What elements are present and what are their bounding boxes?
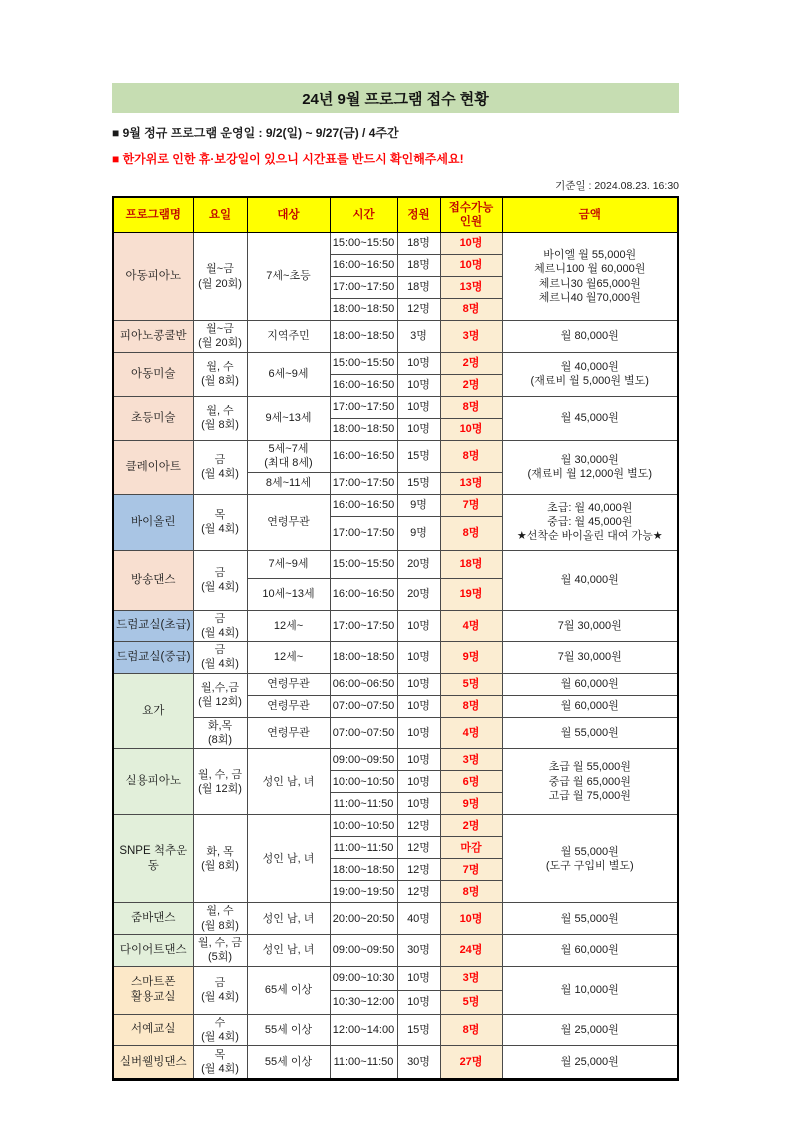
capacity-cell: 9명 (397, 516, 440, 550)
capacity-cell: 10명 (397, 717, 440, 749)
available-count-cell: 4명 (440, 610, 502, 642)
available-count-cell: 8명 (440, 695, 502, 717)
time-cell: 16:00~16:50 (330, 255, 397, 277)
available-count-cell: 3명 (440, 966, 502, 990)
time-cell: 15:00~15:50 (330, 352, 397, 374)
time-cell: 10:00~10:50 (330, 815, 397, 837)
time-cell: 20:00~20:50 (330, 903, 397, 935)
day-cell: 수 (월 4회) (193, 1014, 247, 1046)
price-cell: 월 10,000원 (502, 966, 678, 1014)
table-row (113, 749, 678, 771)
time-cell: 07:00~07:50 (330, 717, 397, 749)
day-cell: 목 (월 4회) (193, 494, 247, 550)
day-cell: 월, 수, 금 (월 12회) (193, 749, 247, 815)
capacity-cell: 10명 (397, 695, 440, 717)
price-cell: 월 40,000원 (502, 550, 678, 610)
available-count-cell: 10명 (440, 903, 502, 935)
time-cell: 07:00~07:50 (330, 695, 397, 717)
target-cell: 7세~초등 (247, 233, 330, 321)
time-cell: 16:00~16:50 (330, 440, 397, 472)
day-cell: 월~금 (월 20회) (193, 233, 247, 321)
available-count-cell: 10명 (440, 418, 502, 440)
time-cell: 17:00~17:50 (330, 472, 397, 494)
time-cell: 10:00~10:50 (330, 771, 397, 793)
capacity-cell: 12명 (397, 881, 440, 903)
target-cell: 성인 남, 녀 (247, 934, 330, 966)
day-cell: 금 (월 4회) (193, 966, 247, 1014)
capacity-cell: 10명 (397, 610, 440, 642)
reference-date: 기준일 : 2024.08.23. 16:30 (555, 180, 679, 192)
time-cell: 17:00~17:50 (330, 277, 397, 299)
target-cell: 5세~7세 (최대 8세) (247, 440, 330, 472)
column-header: 프로그램명 (113, 197, 193, 233)
day-cell: 금 (월 4회) (193, 550, 247, 610)
time-cell: 15:00~15:50 (330, 550, 397, 578)
table-row (113, 610, 678, 642)
price-cell: 7월 30,000원 (502, 610, 678, 642)
time-cell: 18:00~18:50 (330, 642, 397, 674)
target-cell: 9세~13세 (247, 396, 330, 440)
price-cell: 월 55,000원 (502, 903, 678, 935)
program-name-cell: 실버웰빙댄스 (113, 1046, 193, 1080)
program-name-cell: 드럼교실(중급) (113, 642, 193, 674)
available-count-cell: 18명 (440, 550, 502, 578)
capacity-cell: 20명 (397, 578, 440, 610)
table-row (113, 642, 678, 674)
price-cell: 월 30,000원 (재료비 월 12,000원 별도) (502, 440, 678, 494)
time-cell: 12:00~14:00 (330, 1014, 397, 1046)
price-cell: 월 25,000원 (502, 1014, 678, 1046)
available-count-cell: 마감 (440, 837, 502, 859)
day-cell: 화,목 (8회) (193, 717, 247, 749)
target-cell: 연령무관 (247, 717, 330, 749)
available-count-cell: 13명 (440, 472, 502, 494)
time-cell: 11:00~11:50 (330, 793, 397, 815)
program-name-cell: 서예교실 (113, 1014, 193, 1046)
capacity-cell: 18명 (397, 255, 440, 277)
time-cell: 11:00~11:50 (330, 837, 397, 859)
available-count-cell: 8명 (440, 299, 502, 321)
capacity-cell: 12명 (397, 815, 440, 837)
time-cell: 16:00~16:50 (330, 494, 397, 516)
program-name-cell: 줌바댄스 (113, 903, 193, 935)
program-name-cell: 클레이아트 (113, 440, 193, 494)
capacity-cell: 10명 (397, 771, 440, 793)
available-count-cell: 7명 (440, 859, 502, 881)
capacity-cell: 10명 (397, 793, 440, 815)
available-count-cell: 9명 (440, 793, 502, 815)
capacity-cell: 10명 (397, 418, 440, 440)
capacity-cell: 9명 (397, 494, 440, 516)
capacity-cell: 10명 (397, 673, 440, 695)
price-cell: 월 60,000원 (502, 695, 678, 717)
time-cell: 18:00~18:50 (330, 299, 397, 321)
available-count-cell: 8명 (440, 881, 502, 903)
capacity-cell: 10명 (397, 374, 440, 396)
capacity-cell: 10명 (397, 966, 440, 990)
target-cell: 성인 남, 녀 (247, 749, 330, 815)
target-cell: 성인 남, 녀 (247, 815, 330, 903)
available-count-cell: 8명 (440, 396, 502, 418)
day-cell: 월, 수, 금 (5회) (193, 934, 247, 966)
header-row (113, 197, 678, 233)
capacity-cell: 10명 (397, 352, 440, 374)
target-cell: 65세 이상 (247, 966, 330, 1014)
time-cell: 09:00~09:50 (330, 934, 397, 966)
time-cell: 18:00~18:50 (330, 859, 397, 881)
time-cell: 17:00~17:50 (330, 516, 397, 550)
day-cell: 화, 목 (월 8회) (193, 815, 247, 903)
program-name-cell: 아동미술 (113, 352, 193, 396)
available-count-cell: 10명 (440, 233, 502, 255)
capacity-cell: 15명 (397, 472, 440, 494)
price-cell: 초급: 월 40,000원 중급: 월 45,000원 ★선착순 바이올린 대여 가능★ (502, 494, 678, 550)
price-cell: 월 60,000원 (502, 934, 678, 966)
price-cell: 바이엘 월 55,000원 체르니100 월 60,000원 체르니30 월65,000원 체르니40 월70,000원 (502, 233, 678, 321)
program-name-cell: 스마트폰 활용교실 (113, 966, 193, 1014)
price-cell: 월 25,000원 (502, 1046, 678, 1080)
day-cell: 금 (월 4회) (193, 642, 247, 674)
time-cell: 11:00~11:50 (330, 1046, 397, 1080)
program-name-cell: 다이어트댄스 (113, 934, 193, 966)
target-cell: 연령무관 (247, 673, 330, 695)
program-period-line: ■ 9월 정규 프로그램 운영일 : 9/2(일) ~ 9/27(금) / 4주간 (112, 126, 399, 140)
program-name-cell: 방송댄스 (113, 550, 193, 610)
target-cell: 12세~ (247, 610, 330, 642)
program-schedule-table (112, 196, 679, 1081)
capacity-cell: 10명 (397, 749, 440, 771)
target-cell: 6세~9세 (247, 352, 330, 396)
time-cell: 06:00~06:50 (330, 673, 397, 695)
document-sheet (112, 83, 679, 1081)
column-header: 접수가능 인원 (440, 197, 502, 233)
capacity-cell: 30명 (397, 934, 440, 966)
table-row (113, 966, 678, 990)
table-row (113, 934, 678, 966)
price-cell: 초급 월 55,000원 중급 월 65,000원 고급 월 75,000원 (502, 749, 678, 815)
capacity-cell: 12명 (397, 299, 440, 321)
program-name-cell: 요가 (113, 673, 193, 749)
available-count-cell: 4명 (440, 717, 502, 749)
table-row (113, 673, 678, 695)
price-cell: 월 80,000원 (502, 321, 678, 353)
target-cell: 연령무관 (247, 695, 330, 717)
price-cell: 월 40,000원 (재료비 월 5,000원 별도) (502, 352, 678, 396)
day-cell: 월~금 (월 20회) (193, 321, 247, 353)
capacity-cell: 10명 (397, 990, 440, 1014)
available-count-cell: 7명 (440, 494, 502, 516)
day-cell: 금 (월 4회) (193, 610, 247, 642)
time-cell: 18:00~18:50 (330, 321, 397, 353)
time-cell: 17:00~17:50 (330, 610, 397, 642)
table-row (113, 815, 678, 837)
target-cell: 지역주민 (247, 321, 330, 353)
day-cell: 목 (월 4회) (193, 1046, 247, 1080)
available-count-cell: 2명 (440, 374, 502, 396)
available-count-cell: 19명 (440, 578, 502, 610)
column-header: 시간 (330, 197, 397, 233)
day-cell: 월, 수 (월 8회) (193, 903, 247, 935)
time-cell: 18:00~18:50 (330, 418, 397, 440)
day-cell: 월, 수 (월 8회) (193, 352, 247, 396)
time-cell: 09:00~10:30 (330, 966, 397, 990)
program-name-cell: 아동피아노 (113, 233, 193, 321)
table-row (113, 1014, 678, 1046)
day-cell: 월, 수 (월 8회) (193, 396, 247, 440)
available-count-cell: 6명 (440, 771, 502, 793)
table-row (113, 440, 678, 472)
program-name-cell: 드럼교실(초급) (113, 610, 193, 642)
target-cell: 55세 이상 (247, 1014, 330, 1046)
capacity-cell: 40명 (397, 903, 440, 935)
available-count-cell: 5명 (440, 990, 502, 1014)
column-header: 금액 (502, 197, 678, 233)
day-cell: 금 (월 4회) (193, 440, 247, 494)
target-cell: 연령무관 (247, 494, 330, 550)
available-count-cell: 24명 (440, 934, 502, 966)
available-count-cell: 10명 (440, 255, 502, 277)
available-count-cell: 8명 (440, 440, 502, 472)
time-cell: 10:30~12:00 (330, 990, 397, 1014)
target-cell: 7세~9세 (247, 550, 330, 578)
target-cell: 55세 이상 (247, 1046, 330, 1080)
capacity-cell: 15명 (397, 440, 440, 472)
price-cell: 월 60,000원 (502, 673, 678, 695)
time-cell: 15:00~15:50 (330, 233, 397, 255)
table-row (113, 550, 678, 578)
table-row (113, 494, 678, 516)
available-count-cell: 27명 (440, 1046, 502, 1080)
available-count-cell: 3명 (440, 749, 502, 771)
capacity-cell: 30명 (397, 1046, 440, 1080)
available-count-cell: 5명 (440, 673, 502, 695)
column-header: 대상 (247, 197, 330, 233)
column-header: 정원 (397, 197, 440, 233)
day-cell: 월,수,금 (월 12회) (193, 673, 247, 717)
price-cell: 7월 30,000원 (502, 642, 678, 674)
price-cell: 월 55,000원 (도구 구입비 별도) (502, 815, 678, 903)
time-cell: 16:00~16:50 (330, 578, 397, 610)
program-name-cell: 피아노콩쿨반 (113, 321, 193, 353)
available-count-cell: 8명 (440, 1014, 502, 1046)
table-row (113, 352, 678, 374)
table-body (113, 233, 678, 1080)
table-header (113, 197, 678, 233)
table-row (113, 233, 678, 255)
available-count-cell: 13명 (440, 277, 502, 299)
program-name-cell: 실용피아노 (113, 749, 193, 815)
table-row (113, 1046, 678, 1080)
available-count-cell: 2명 (440, 815, 502, 837)
table-row (113, 396, 678, 418)
time-cell: 16:00~16:50 (330, 374, 397, 396)
capacity-cell: 10명 (397, 396, 440, 418)
capacity-cell: 20명 (397, 550, 440, 578)
capacity-cell: 12명 (397, 859, 440, 881)
target-cell: 12세~ (247, 642, 330, 674)
table-row (113, 717, 678, 749)
holiday-notice-line: ■ 한가위로 인한 휴·보강일이 있으니 시간표를 반드시 확인해주세요! (112, 152, 464, 166)
available-count-cell: 8명 (440, 516, 502, 550)
table-row (113, 903, 678, 935)
target-cell: 8세~11세 (247, 472, 330, 494)
price-cell: 월 55,000원 (502, 717, 678, 749)
table-row (113, 321, 678, 353)
available-count-cell: 3명 (440, 321, 502, 353)
time-cell: 09:00~09:50 (330, 749, 397, 771)
program-name-cell: 바이올린 (113, 494, 193, 550)
program-name-cell: 초등미술 (113, 396, 193, 440)
capacity-cell: 12명 (397, 837, 440, 859)
capacity-cell: 10명 (397, 642, 440, 674)
capacity-cell: 18명 (397, 233, 440, 255)
time-cell: 19:00~19:50 (330, 881, 397, 903)
time-cell: 17:00~17:50 (330, 396, 397, 418)
available-count-cell: 2명 (440, 352, 502, 374)
capacity-cell: 18명 (397, 277, 440, 299)
price-cell: 월 45,000원 (502, 396, 678, 440)
target-cell: 10세~13세 (247, 578, 330, 610)
column-header: 요일 (193, 197, 247, 233)
capacity-cell: 15명 (397, 1014, 440, 1046)
available-count-cell: 9명 (440, 642, 502, 674)
page-title: 24년 9월 프로그램 접수 현황 (112, 83, 679, 113)
program-name-cell: SNPE 척추운동 (113, 815, 193, 903)
target-cell: 성인 남, 녀 (247, 903, 330, 935)
capacity-cell: 3명 (397, 321, 440, 353)
